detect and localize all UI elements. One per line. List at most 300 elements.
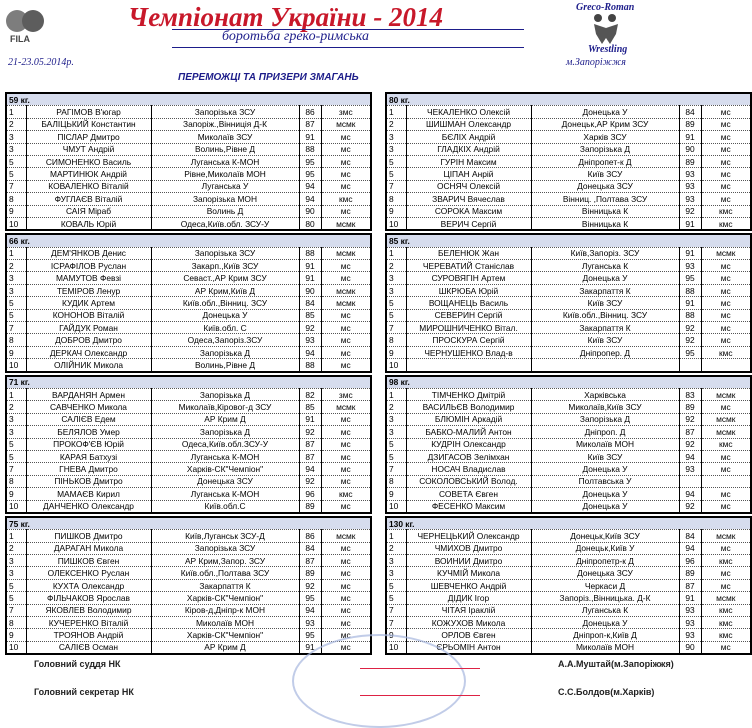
place-cell: 2 (6, 118, 26, 130)
birth-year-cell: 95 (299, 168, 321, 180)
document-header (0, 0, 752, 95)
table-row (6, 401, 371, 413)
rank-cell: мс (321, 592, 371, 604)
rank-cell: мс (701, 260, 751, 272)
birth-year-cell: 93 (679, 180, 701, 192)
birth-year-cell: 86 (299, 106, 321, 118)
region-cell: Донецька У (531, 106, 679, 118)
place-cell: 7 (386, 180, 406, 192)
athlete-name-cell: ІСРАФІЛОВ Руслан (26, 260, 151, 272)
birth-year-cell: 94 (299, 180, 321, 192)
table-row (386, 260, 751, 272)
athlete-name-cell: СОРОКА Максим (406, 205, 531, 217)
region-cell: Київ ЗСУ (531, 297, 679, 309)
birth-year-cell: 91 (679, 247, 701, 259)
weight-category-label: 130 кг. (386, 517, 751, 530)
place-cell: 10 (6, 217, 26, 230)
region-cell: Донецька ЗСУ (151, 475, 299, 487)
table-row (386, 500, 751, 513)
rank-cell: мс (701, 450, 751, 462)
region-cell: Миколаїв ЗСУ (151, 131, 299, 143)
birth-year-cell: 91 (299, 272, 321, 284)
place-cell: 8 (386, 334, 406, 346)
rank-cell: мс (321, 641, 371, 654)
region-cell: Донецька У (531, 463, 679, 475)
athlete-name-cell: ЧЕРЕВАТИЙ Станіслав (406, 260, 531, 272)
rank-cell: мс (321, 500, 371, 513)
place-cell: 9 (6, 629, 26, 641)
athlete-name-cell: СИМОНЕНКО Василь (26, 155, 151, 167)
rank-cell: кмс (701, 604, 751, 616)
rank-cell: мс (321, 260, 371, 272)
athlete-name-cell: КАРАЯ Батхузі (26, 450, 151, 462)
region-cell: Одеса,Київ.обл. ЗСУ-У (151, 217, 299, 230)
place-cell: 1 (6, 247, 26, 259)
athlete-name-cell: ПІСЛАР Дмитро (26, 131, 151, 143)
athlete-name-cell: ДОБРОВ Дмитро (26, 334, 151, 346)
place-cell: 3 (386, 426, 406, 438)
table-row (386, 555, 751, 567)
weight-category-table (385, 92, 752, 231)
table-row (6, 205, 371, 217)
birth-year-cell: 91 (679, 131, 701, 143)
birth-year-cell: 95 (679, 272, 701, 284)
rank-cell: мс (701, 272, 751, 284)
region-cell (531, 359, 679, 372)
athlete-name-cell: ЧЕКАЛЕНКО Олексій (406, 106, 531, 118)
birth-year-cell: 90 (679, 641, 701, 654)
rank-cell: мс (701, 180, 751, 192)
place-cell: 3 (386, 131, 406, 143)
region-cell: Вінниц. ,Полтава ЗСУ (531, 193, 679, 205)
fila-logo-ring-icon (22, 10, 44, 32)
birth-year-cell: 92 (679, 322, 701, 334)
athlete-name-cell: ЄРЬОМІН Антон (406, 641, 531, 654)
rank-cell: мс (701, 193, 751, 205)
rank-cell: мсмк (321, 217, 371, 230)
region-cell: Запорізька Д (151, 388, 299, 400)
place-cell: 8 (6, 334, 26, 346)
rank-cell: змс (321, 106, 371, 118)
table-row (386, 542, 751, 554)
athlete-name-cell: ТЕМІРОВ Ленур (26, 284, 151, 296)
athlete-name-cell: ОЛІЙНИК Микола (26, 359, 151, 372)
region-cell: Харківська (531, 388, 679, 400)
athlete-name-cell: САВЧЕНКО Микола (26, 401, 151, 413)
place-cell: 9 (386, 629, 406, 641)
birth-year-cell: 84 (679, 106, 701, 118)
rank-cell: мсмк (321, 401, 371, 413)
chief-secretary-label: Головний секретар НК (34, 687, 134, 697)
athlete-name-cell: ШИШМАН Олександр (406, 118, 531, 130)
athlete-name-cell: ШЕВЧЕНКО Андрій (406, 579, 531, 591)
athlete-name-cell: ФІЛЬЧАКОВ Ярослав (26, 592, 151, 604)
athlete-name-cell: СУРОВЯГІН Артем (406, 272, 531, 284)
place-cell: 9 (6, 205, 26, 217)
rank-cell: мсмк (701, 592, 751, 604)
region-cell: Донецька У (151, 309, 299, 321)
rank-cell: мсмк (321, 118, 371, 130)
athlete-name-cell: ПИШКОВ Дмитро (26, 530, 151, 542)
region-cell: Дніпроп. Д (531, 426, 679, 438)
region-cell: Миколаїв,Київ ЗСУ (531, 401, 679, 413)
greco-roman-logo (572, 0, 642, 56)
region-cell: Харків-СК"Чемпіон" (151, 463, 299, 475)
rank-cell: кмс (701, 205, 751, 217)
birth-year-cell: 88 (679, 284, 701, 296)
rank-cell: мс (701, 488, 751, 500)
athlete-name-cell: ЦІПАН Анрій (406, 168, 531, 180)
region-cell: Донецька У (531, 488, 679, 500)
place-cell: 5 (6, 450, 26, 462)
birth-year-cell: 90 (679, 143, 701, 155)
region-cell: Закарп.,Київ ЗСУ (151, 260, 299, 272)
place-cell: 1 (6, 530, 26, 542)
birth-year-cell: 89 (299, 500, 321, 513)
region-cell: Запоріж.,Вінниція Д-К (151, 118, 299, 130)
chief-secretary-name: С.С.Болдов(м.Харків) (558, 687, 655, 697)
birth-year-cell: 96 (299, 488, 321, 500)
athlete-name-cell: БЛЮМІН Аркадій (406, 413, 531, 425)
table-row (6, 297, 371, 309)
region-cell: Миколаїв МОН (531, 438, 679, 450)
table-row (386, 617, 751, 629)
region-cell: Одеса,Запоріз.ЗСУ (151, 334, 299, 346)
region-cell: Луганська К (531, 604, 679, 616)
place-cell: 1 (386, 247, 406, 259)
rank-cell: мс (701, 500, 751, 513)
rank-cell: мс (701, 334, 751, 346)
birth-year-cell: 91 (679, 592, 701, 604)
rank-cell: кмс (701, 346, 751, 358)
birth-year-cell: 93 (679, 260, 701, 272)
place-cell: 2 (6, 401, 26, 413)
table-row (6, 359, 371, 372)
fila-logo (6, 8, 50, 48)
athlete-name-cell: ЧІТАЯ Іраклій (406, 604, 531, 616)
rank-cell: мс (701, 168, 751, 180)
rank-cell: мс (321, 629, 371, 641)
athlete-name-cell: ЗВАРИЧ Вячеслав (406, 193, 531, 205)
athlete-name-cell: ВОИНИИ Дмитро (406, 555, 531, 567)
athlete-name-cell: ГАЙДУК Роман (26, 322, 151, 334)
athlete-name-cell: КОВАЛЬ Юрій (26, 217, 151, 230)
athlete-name-cell: МАРТИНЮК Андрій (26, 168, 151, 180)
birth-year-cell: 96 (679, 555, 701, 567)
athlete-name-cell: ГНЕВА Дмитро (26, 463, 151, 475)
athlete-name-cell: ПІНЬКОВ Дмитро (26, 475, 151, 487)
weight-category-table (385, 516, 752, 655)
region-cell: Київ.обл. С (151, 322, 299, 334)
weight-category-table (5, 92, 372, 231)
athlete-name-cell: ГУРІН Максим (406, 155, 531, 167)
table-row (386, 309, 751, 321)
athlete-name-cell: ЧЕРНЕЦЬКИЙ Олександр (406, 530, 531, 542)
region-cell: Харків ЗСУ (531, 131, 679, 143)
region-cell: Запорізька Д (531, 413, 679, 425)
region-cell: Кіров-д,Дніпр-к МОН (151, 604, 299, 616)
place-cell: 10 (386, 217, 406, 230)
weight-category-label: 75 кг. (6, 517, 371, 530)
athlete-name-cell: ПРОКОФ'ЄВ Юрій (26, 438, 151, 450)
region-cell: Дніпропетр-к Д (531, 555, 679, 567)
rank-cell: мс (321, 168, 371, 180)
birth-year-cell: 92 (299, 426, 321, 438)
birth-year-cell: 93 (299, 334, 321, 346)
birth-year-cell: 89 (679, 118, 701, 130)
rank-cell: мс (321, 438, 371, 450)
athlete-name-cell: КУХТА Олександр (26, 579, 151, 591)
athlete-name-cell: ВЕРИЧ Сергій (406, 217, 531, 230)
birth-year-cell: 87 (679, 426, 701, 438)
place-cell: 9 (6, 346, 26, 358)
place-cell: 1 (386, 106, 406, 118)
region-cell: Дніпропер. Д (531, 346, 679, 358)
table-row (386, 297, 751, 309)
table-row (386, 168, 751, 180)
table-row (6, 450, 371, 462)
table-row (6, 131, 371, 143)
region-cell: Запорізька Д (151, 346, 299, 358)
athlete-name-cell: ДІДИК Ігор (406, 592, 531, 604)
place-cell: 3 (386, 284, 406, 296)
rank-cell: мс (321, 359, 371, 372)
rank-cell: мсмк (321, 284, 371, 296)
birth-year-cell: 91 (299, 260, 321, 272)
birth-year-cell: 85 (299, 309, 321, 321)
rank-cell: кмс (701, 617, 751, 629)
region-cell: Київ ЗСУ (531, 450, 679, 462)
place-cell: 7 (6, 604, 26, 616)
rank-cell: мс (321, 272, 371, 284)
place-cell: 9 (6, 488, 26, 500)
athlete-name-cell: БЄЛІХ Андрій (406, 131, 531, 143)
table-row (386, 106, 751, 118)
place-cell: 1 (386, 530, 406, 542)
table-row (386, 592, 751, 604)
region-cell: АР Крим Д (151, 641, 299, 654)
birth-year-cell (679, 475, 701, 487)
birth-year-cell: 87 (299, 118, 321, 130)
region-cell: Донецька ЗСУ (531, 180, 679, 192)
rank-cell: мс (321, 180, 371, 192)
athlete-name-cell: ТІМЧЕНКО Дмітрій (406, 388, 531, 400)
place-cell: 5 (6, 579, 26, 591)
rank-cell: мс (321, 555, 371, 567)
rank-cell: мс (701, 542, 751, 554)
region-cell: Рівне,Миколаїв МОН (151, 168, 299, 180)
birth-year-cell: 85 (299, 401, 321, 413)
region-cell: Донецьк,Київ У (531, 542, 679, 554)
place-cell: 10 (386, 359, 406, 372)
rank-cell (701, 475, 751, 487)
table-row (386, 579, 751, 591)
table-row (386, 334, 751, 346)
rank-cell: мс (321, 617, 371, 629)
table-row (6, 346, 371, 358)
athlete-name-cell: ДЕМ'ЯНКОВ Денис (26, 247, 151, 259)
region-cell: Київ.обл.,Полтава ЗСУ (151, 567, 299, 579)
place-cell: 5 (6, 168, 26, 180)
table-row (386, 438, 751, 450)
weight-category-label: 98 кг. (386, 376, 751, 389)
table-row (6, 143, 371, 155)
athlete-name-cell: МАМАЄВ Кирил (26, 488, 151, 500)
weight-category-header (386, 234, 751, 247)
athlete-name-cell: ДАНЧЕНКО Олександр (26, 500, 151, 513)
rank-cell: мс (701, 143, 751, 155)
rank-cell: мс (701, 463, 751, 475)
athlete-name-cell: ЧМУТ Андрій (26, 143, 151, 155)
birth-year-cell: 92 (299, 475, 321, 487)
rank-cell: кмс (701, 438, 751, 450)
rank-cell: мс (701, 106, 751, 118)
birth-year-cell: 95 (679, 346, 701, 358)
table-row (386, 388, 751, 400)
weight-category-header (6, 93, 371, 106)
region-cell: Запорізька Д (151, 426, 299, 438)
rank-cell: мс (701, 284, 751, 296)
place-cell: 10 (6, 500, 26, 513)
weight-category-table (5, 233, 372, 372)
table-row (386, 413, 751, 425)
rank-cell: кмс (701, 555, 751, 567)
table-row (6, 426, 371, 438)
rank-cell: мсмк (701, 247, 751, 259)
weight-category-label: 80 кг. (386, 93, 751, 106)
table-row (6, 579, 371, 591)
region-cell: Київ.обл.С (151, 500, 299, 513)
place-cell: 5 (386, 309, 406, 321)
region-cell: Запорізька ЗСУ (151, 247, 299, 259)
rank-cell: мс (321, 322, 371, 334)
rank-cell: мс (701, 297, 751, 309)
birth-year-cell: 84 (679, 530, 701, 542)
place-cell: 3 (6, 284, 26, 296)
region-cell: Вінницька К (531, 205, 679, 217)
athlete-name-cell: КУЧМІЙ Микола (406, 567, 531, 579)
region-cell: Миколаїв,Кіровог-д ЗСУ (151, 401, 299, 413)
region-cell: Луганська К-МОН (151, 450, 299, 462)
athlete-name-cell: ОРЛОВ Євген (406, 629, 531, 641)
birth-year-cell: 92 (679, 438, 701, 450)
place-cell: 5 (6, 297, 26, 309)
rank-cell: кмс (701, 217, 751, 230)
region-cell: Київ.обл.,Вінниц. ЗСУ (531, 309, 679, 321)
weight-category-header (6, 517, 371, 530)
table-row (386, 463, 751, 475)
weight-category-table (385, 233, 752, 372)
table-row (386, 426, 751, 438)
table-row (6, 309, 371, 321)
table-row (386, 131, 751, 143)
table-row (386, 284, 751, 296)
fila-logo-text: FILA (10, 34, 30, 44)
right-results-column (385, 92, 750, 655)
birth-year-cell: 94 (299, 604, 321, 616)
place-cell: 3 (6, 426, 26, 438)
region-cell: Запорізька ЗСУ (151, 542, 299, 554)
place-cell: 5 (6, 309, 26, 321)
table-row (6, 488, 371, 500)
birth-year-cell: 87 (299, 450, 321, 462)
table-row (6, 193, 371, 205)
rank-cell: мс (701, 401, 751, 413)
athlete-name-cell (406, 359, 531, 372)
athlete-name-cell: ДЗИГАСОВ Зелімхан (406, 450, 531, 462)
athlete-name-cell: ВОЩАНЕЦЬ Василь (406, 297, 531, 309)
birth-year-cell: 89 (679, 155, 701, 167)
rank-cell: мс (701, 309, 751, 321)
place-cell: 1 (6, 388, 26, 400)
athlete-name-cell: МИРОШНИЧЕНКО Вітал. (406, 322, 531, 334)
table-row (6, 284, 371, 296)
table-row (6, 475, 371, 487)
birth-year-cell: 87 (679, 579, 701, 591)
title-rule-bottom (172, 47, 524, 48)
table-row (386, 155, 751, 167)
table-row (6, 604, 371, 616)
region-cell: Миколаїв МОН (531, 641, 679, 654)
region-cell: Луганська К-МОН (151, 155, 299, 167)
birth-year-cell: 94 (299, 193, 321, 205)
birth-year-cell: 91 (679, 297, 701, 309)
place-cell: 8 (6, 475, 26, 487)
table-row (6, 168, 371, 180)
birth-year-cell: 93 (679, 168, 701, 180)
place-cell: 5 (386, 450, 406, 462)
rank-cell: мс (321, 309, 371, 321)
athlete-name-cell: ЯКОВЛЕВ Володимир (26, 604, 151, 616)
weight-category-header (386, 376, 751, 389)
birth-year-cell: 92 (679, 413, 701, 425)
rank-cell: мс (701, 155, 751, 167)
birth-year-cell: 93 (679, 629, 701, 641)
weight-category-header (386, 93, 751, 106)
athlete-name-cell: ДЕРКАЧ Олександр (26, 346, 151, 358)
region-cell: Запорізька ЗСУ (151, 106, 299, 118)
athlete-name-cell: БЕЛЯЛОВ Умер (26, 426, 151, 438)
region-cell: Волинь,Рівне Д (151, 143, 299, 155)
weight-category-label: 85 кг. (386, 234, 751, 247)
place-cell: 3 (6, 555, 26, 567)
athlete-name-cell: ВАРДАНЯН Армен (26, 388, 151, 400)
birth-year-cell: 84 (299, 297, 321, 309)
place-cell: 7 (6, 463, 26, 475)
place-cell: 9 (386, 488, 406, 500)
region-cell: Луганська К-МОН (151, 488, 299, 500)
table-row (386, 629, 751, 641)
place-cell: 10 (6, 359, 26, 372)
birth-year-cell: 92 (679, 500, 701, 513)
athlete-name-cell: ФУГЛАЄВ Віталій (26, 193, 151, 205)
place-cell: 3 (6, 272, 26, 284)
place-cell: 3 (386, 272, 406, 284)
region-cell: Київ,Запоріз. ЗСУ (531, 247, 679, 259)
birth-year-cell: 94 (299, 346, 321, 358)
region-cell: АР Крим Д (151, 413, 299, 425)
rank-cell: мс (321, 475, 371, 487)
region-cell: Волинь Д (151, 205, 299, 217)
table-row (386, 205, 751, 217)
athlete-name-cell: ЧЕРНУШЕНКО Влад-в (406, 346, 531, 358)
athlete-name-cell: НОСАЧ Владислав (406, 463, 531, 475)
region-cell: Донецьк,Київ ЗСУ (531, 530, 679, 542)
birth-year-cell: 93 (679, 617, 701, 629)
rank-cell: мс (321, 346, 371, 358)
chief-judge-signature-line (360, 668, 480, 669)
chief-judge-label: Головний суддя НК (34, 659, 121, 669)
